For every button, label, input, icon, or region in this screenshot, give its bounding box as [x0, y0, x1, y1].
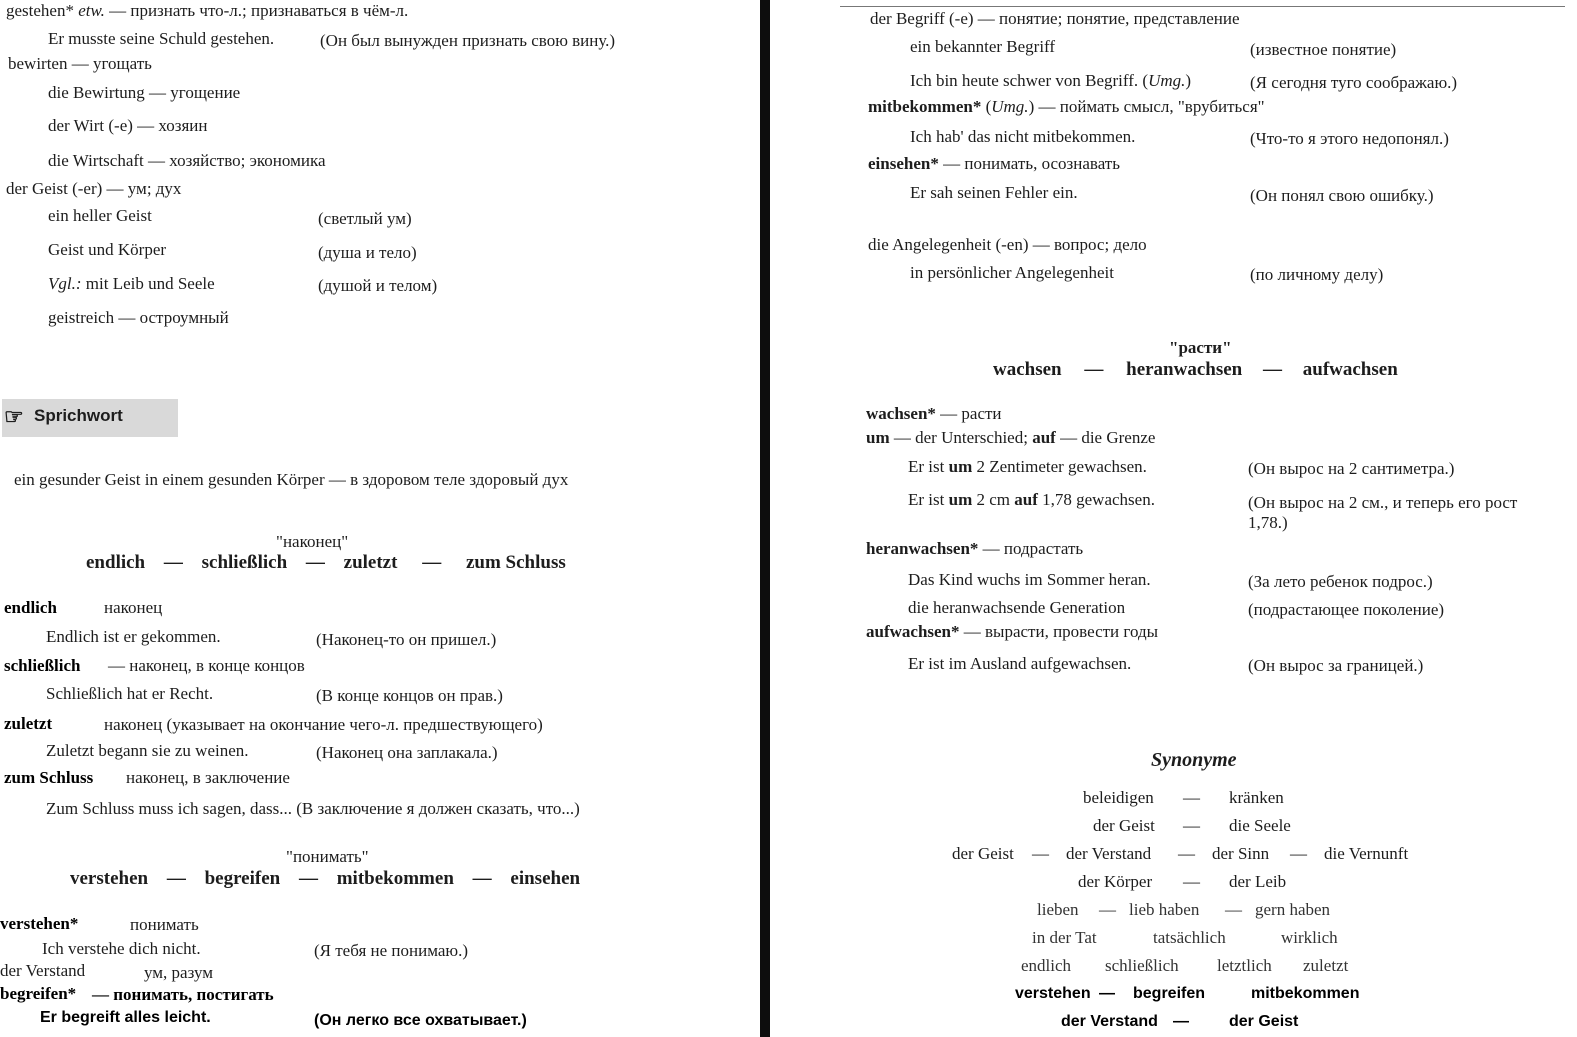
synonym-word: mitbekommen: [1251, 985, 1360, 1002]
headword: mitbekommen*: [868, 97, 982, 116]
example-translation: (В конце концов он прав.): [316, 686, 503, 705]
example-sentence: die heranwachsende Generation: [908, 598, 1126, 617]
synonym-word: der Geist: [952, 844, 1014, 863]
example-sentence: [908, 489, 1155, 511]
example-sentence: Er begreift alles leicht.: [40, 1009, 211, 1026]
example-sentence: [48, 273, 215, 295]
dash: —: [305, 552, 325, 573]
headword: zuletzt: [343, 552, 398, 573]
dash: —: [1183, 816, 1200, 835]
entry-angelegenheit: die Angelegenheit (-en) — вопрос; дело: [868, 235, 1147, 254]
entry-mitbekommen: [868, 96, 1265, 118]
example-sentence: Er sah seinen Fehler ein.: [910, 183, 1078, 202]
dash: —: [1225, 900, 1242, 919]
book-spine-gutter: [760, 0, 770, 1037]
example-sentence: Er musste seine Schuld gestehen.: [48, 29, 275, 48]
entry-heranwachsen: [866, 538, 1083, 560]
synonym-row: [1021, 955, 1348, 977]
proverb-label: Sprichwort: [34, 406, 123, 425]
phrase: 1,78 gewachsen.: [1037, 490, 1155, 509]
phrase: Ich bin heute schwer von Begriff. (: [910, 71, 1149, 90]
entry-wachsen: [866, 403, 1002, 425]
phrase: 2 cm: [972, 490, 1015, 509]
dash: —: [1178, 844, 1195, 863]
example-sentence: Ich hab' das nicht mitbekommen.: [910, 127, 1136, 146]
section-title-ponimat: "понимать": [286, 847, 369, 866]
example-translation: (Наконец она заплакала.): [316, 743, 498, 762]
example-translation: (подрастающее поколение): [1248, 600, 1445, 619]
headword: aufwachsen*: [866, 622, 960, 641]
entry-wirtschaft: die Wirtschaft — хозяйство; экономика: [48, 151, 326, 170]
example-translation: (Что-то я этого недопонял.): [1250, 129, 1449, 148]
abbr-umg: Umg.: [1148, 71, 1186, 90]
headword: einsehen*: [868, 154, 939, 173]
keyword-auf: auf: [1032, 428, 1056, 447]
synonym-row: [1061, 1011, 1298, 1033]
example-sentence: [908, 456, 1147, 478]
headword: wachsen: [993, 359, 1062, 380]
synonym-word: verstehen: [1015, 985, 1091, 1002]
entry-verstehen-def: понимать: [130, 915, 199, 934]
definition: — расти: [935, 404, 1002, 423]
entry-um-auf: [866, 427, 1155, 449]
entry-zuletzt-word: zuletzt: [4, 714, 53, 733]
headword: wachsen*: [866, 404, 936, 423]
headword: endlich: [86, 552, 146, 573]
entry-bewirtung: die Bewirtung — угощение: [48, 83, 241, 102]
hand-pointer-icon: ☞: [4, 404, 24, 429]
synonym-word: die Seele: [1229, 816, 1291, 835]
entry-zuletzt-def: наконец (указывает на окончание чего-л. предшествующего): [104, 715, 543, 734]
synonym-word: letztlich: [1217, 956, 1272, 975]
example-sentence: Geist und Körper: [48, 240, 167, 259]
entry-endlich-word: endlich: [4, 598, 57, 617]
synonym-word: beleidigen: [1083, 788, 1154, 807]
example-sentence: ein heller Geist: [48, 206, 152, 225]
example-sentence: Ich verstehe dich nicht.: [42, 939, 201, 958]
abbr-vgl: Vgl.:: [48, 274, 82, 293]
phrase: 2 Zentimeter gewachsen.: [972, 457, 1147, 476]
headword: einsehen: [510, 868, 581, 889]
synonym-word: der Leib: [1229, 872, 1287, 891]
dash: —: [1084, 359, 1104, 380]
dash: —: [1290, 844, 1307, 863]
synonym-word: der Verstand: [1066, 844, 1152, 863]
synonym-word: der Verstand: [1061, 1013, 1158, 1030]
phrase: Er ist: [908, 490, 949, 509]
example-translation: (Я сегодня туго соображаю.): [1250, 73, 1458, 92]
phrase: Er ist: [908, 457, 949, 476]
entry-aufwachsen: [866, 621, 1158, 643]
synonym-word: in der Tat: [1032, 928, 1097, 947]
keyword-auf: auf: [1014, 490, 1038, 509]
definition: — der Unterschied;: [889, 428, 1033, 447]
synonym-word: der Geist: [1093, 816, 1155, 835]
phrase-end: ): [1185, 71, 1192, 90]
definition: — понимать, осознавать: [938, 154, 1120, 173]
definition: — подрастать: [978, 539, 1084, 558]
synonym-word: endlich: [1021, 956, 1072, 975]
example-translation: (душой и телом): [318, 276, 438, 295]
entry-begriff: der Begriff (-e) — понятие; понятие, представление: [870, 9, 1240, 28]
entry-zum-schluss-def: наконец, в заключение: [126, 768, 290, 787]
dash: —: [1173, 1013, 1189, 1030]
synonyms-title: Synonyme: [1151, 749, 1237, 771]
phrase: mit Leib und Seele: [81, 274, 215, 293]
headword: mitbekommen: [336, 868, 454, 889]
dash: —: [422, 552, 442, 573]
entry-geistreich: geistreich — остроумный: [48, 308, 229, 327]
right-page: [775, 0, 1577, 1037]
example-translation: (Он вырос за границей.): [1248, 656, 1424, 675]
synonym-row: [952, 843, 1408, 865]
example-sentence: Endlich ist er gekommen.: [46, 627, 221, 646]
synonym-word: die Vernunft: [1324, 844, 1409, 863]
example-translation: (За лето ребенок подрос.): [1248, 572, 1433, 591]
dash: —: [1263, 359, 1282, 380]
example-sentence: Das Kind wuchs im Sommer heran.: [908, 570, 1151, 589]
synonym-word: tatsächlich: [1153, 928, 1226, 947]
dash: —: [1099, 985, 1115, 1002]
abbr-umg: Umg.: [991, 97, 1029, 116]
abbr-etw: etw.: [78, 1, 105, 20]
synonym-word: lieben: [1037, 900, 1079, 919]
entry-begreifen-def: — понимать, постигать: [92, 985, 274, 1004]
example-sentence: Zum Schluss muss ich sagen, dass... (В заключение я должен сказать, что...): [46, 799, 580, 818]
entry-geist: der Geist (-er) — ум; дух: [6, 179, 182, 198]
definition: — die Grenze: [1055, 428, 1156, 447]
synonym-word: gern haben: [1255, 900, 1331, 919]
example-translation: (душа и тело): [318, 243, 417, 262]
synonym-word: lieb haben: [1129, 900, 1200, 919]
headword: begreifen: [204, 868, 281, 889]
example-translation: (Наконец-то он пришел.): [316, 630, 497, 649]
example-translation: (по личному делу): [1250, 265, 1384, 284]
entry-schliesslich-word: schließlich: [4, 656, 81, 675]
headword: verstehen: [70, 868, 149, 889]
example-translation: (Он легко все охватывает.): [314, 1012, 527, 1029]
left-page: [0, 0, 762, 1037]
example-translation: (известное понятие): [1250, 40, 1397, 59]
definition: ) — поймать смысл, "врубиться": [1028, 97, 1265, 116]
synonym-word: wirklich: [1281, 928, 1338, 947]
keyword-um: um: [948, 490, 973, 509]
headword: schließlich: [201, 552, 288, 573]
example-translation: (Он понял свою ошибку.): [1250, 186, 1434, 205]
definition: — вырасти, провести годы: [959, 622, 1159, 641]
headword: heranwachsen*: [866, 539, 979, 558]
synonym-word: kränken: [1229, 788, 1284, 807]
entry-bewirten: bewirten — угощать: [8, 54, 152, 73]
entry-gestehen: [6, 0, 408, 22]
entry-verstand-word: der Verstand: [0, 961, 86, 980]
example-sentence: in persönlicher Angelegenheit: [910, 263, 1114, 282]
entry-zum-schluss-word: zum Schluss: [4, 768, 94, 787]
synonym-row: [1015, 983, 1359, 1005]
example-translation-cont: 1,78.): [1248, 513, 1288, 532]
keyword-um: um: [866, 428, 890, 447]
example-sentence: [910, 70, 1191, 92]
headword: gestehen*: [6, 1, 74, 20]
headword: heranwachsen: [1126, 359, 1243, 380]
section-title-nakonec: "наконец": [276, 532, 349, 551]
section-headwords-wachsen: [993, 359, 1398, 381]
entry-verstand-def: ум, разум: [144, 963, 213, 982]
proverb-text: ein gesunder Geist in einem gesunden Körper — в здоровом теле здоровый дух: [14, 470, 569, 489]
headword: zum Schluss: [465, 552, 566, 573]
dash: —: [163, 552, 183, 573]
synonym-word: der Körper: [1078, 872, 1153, 891]
example-sentence: Schließlich hat er Recht.: [46, 684, 214, 703]
synonym-word: der Sinn: [1212, 844, 1270, 863]
synonym-row: [1037, 899, 1330, 921]
keyword-um: um: [948, 457, 973, 476]
entry-einsehen: [868, 153, 1120, 175]
dash: —: [1099, 900, 1116, 919]
section-headwords-endlich: [86, 552, 566, 574]
section-title-rasti: "расти": [1169, 338, 1232, 357]
synonym-word: schließlich: [1105, 956, 1179, 975]
synonym-word: zuletzt: [1303, 956, 1349, 975]
entry-schliesslich-def: — наконец, в конце концов: [108, 656, 305, 675]
synonym-row: [1093, 815, 1291, 837]
entry-verstehen-word: verstehen*: [0, 914, 79, 933]
synonym-row: [1083, 787, 1284, 809]
dash: —: [166, 868, 186, 889]
synonym-row: [1032, 927, 1338, 949]
example-translation: (светлый ум): [318, 209, 412, 228]
example-translation: (Он вырос на 2 см., и теперь его рост: [1248, 493, 1518, 512]
entry-begreifen-word: begreifen*: [0, 984, 77, 1003]
phrase: (: [981, 97, 992, 116]
dash: —: [1183, 788, 1200, 807]
synonym-word: der Geist: [1229, 1013, 1299, 1030]
section-headwords-verstehen: [70, 868, 580, 890]
synonym-row: [1078, 871, 1286, 893]
dash: —: [1032, 844, 1049, 863]
entry-wirt: der Wirt (-e) — хозяин: [48, 116, 208, 135]
example-translation: (Я тебя не понимаю.): [314, 941, 469, 960]
definition: — признать что-л.; признаваться в чём-л.: [104, 1, 409, 20]
example-sentence: Er ist im Ausland aufgewachsen.: [908, 654, 1132, 673]
dash: —: [472, 868, 492, 889]
synonym-word: begreifen: [1133, 985, 1206, 1002]
headword: aufwachsen: [1302, 359, 1398, 380]
dash: —: [298, 868, 318, 889]
example-translation: (Он вырос на 2 сантиметра.): [1248, 459, 1455, 478]
example-sentence: Zuletzt begann sie zu weinen.: [46, 741, 249, 760]
dash: —: [1183, 872, 1200, 891]
example-translation: (Он был вынужден признать свою вину.): [320, 31, 616, 50]
example-sentence: ein bekannter Begriff: [910, 37, 1056, 56]
entry-endlich-def: наконец: [104, 598, 163, 617]
